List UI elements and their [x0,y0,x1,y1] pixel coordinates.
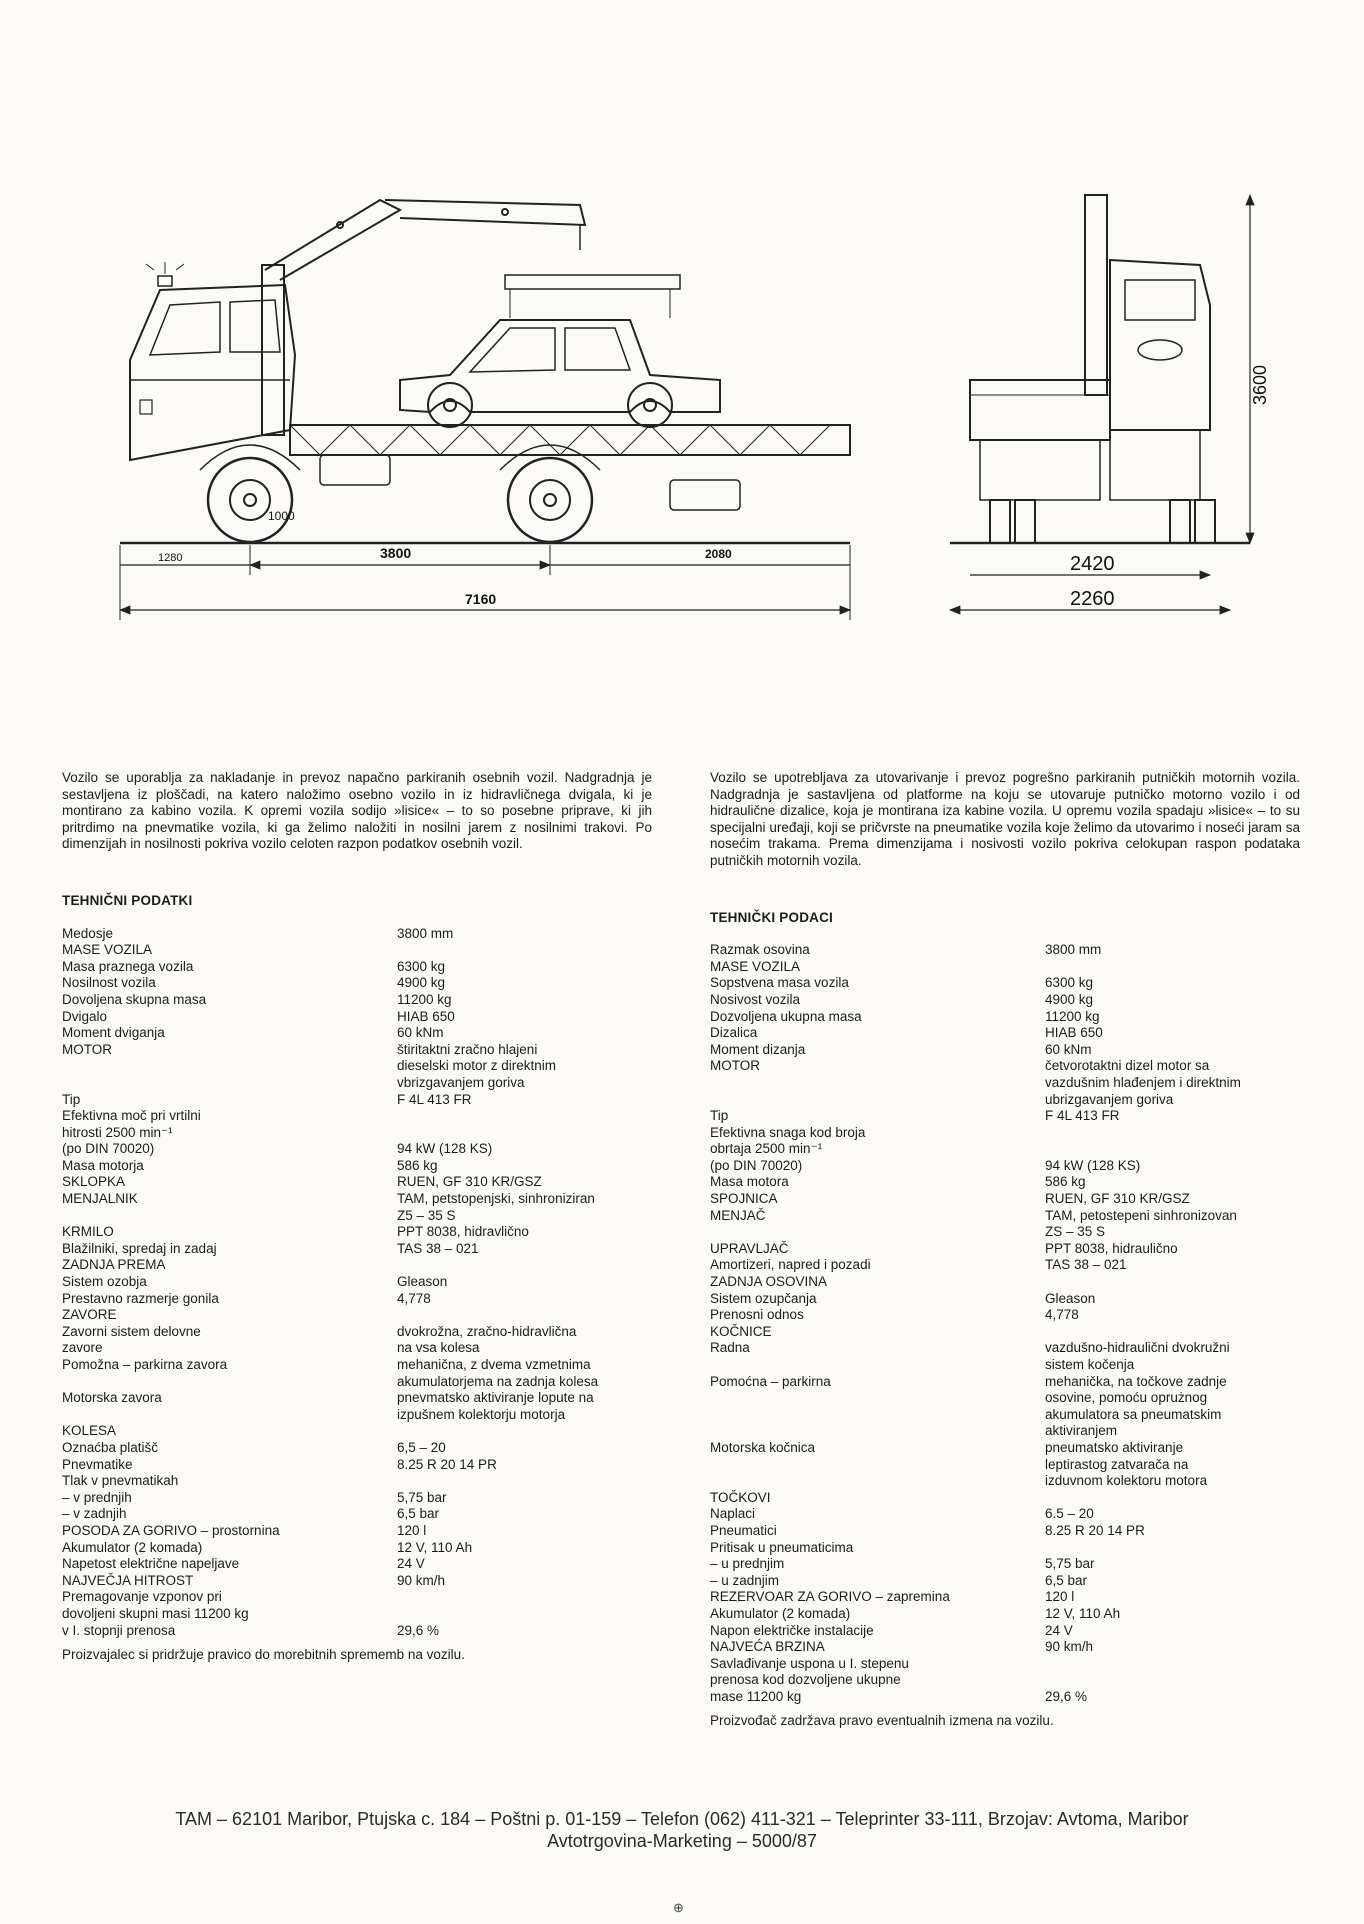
spec-label: Tlak v pnevmatikah [62,1473,179,1489]
spec-label: Oznaćba platišč [62,1439,159,1455]
spec-value: RUEN, GF 310 KR/GSZ [1045,1191,1190,1207]
spec-value: 90 km/h [397,1572,446,1588]
spec-label: Masa motorja [62,1157,144,1173]
spec-row [62,1307,652,1324]
spec-label: NAJVEĆA BRZINA [710,1639,825,1655]
spec-row [710,1307,1300,1324]
spec-row [62,1108,652,1158]
spec-value [397,1473,652,1490]
spec-row [62,1241,652,1258]
spec-value [1045,1540,1300,1557]
spec-value: 4900 kg [397,975,446,991]
spec-value: 24 V [1045,1622,1073,1638]
spec-value [397,942,652,959]
spec-label: UPRAVLJAČ [710,1240,789,1256]
spec-value [1045,1274,1300,1291]
spec-label: TOČKOVI [710,1489,771,1505]
spec-label: ZADNJA PREMA [62,1257,166,1273]
spec-label: Sistem ozupčanja [710,1290,817,1306]
spec-row [710,1025,1300,1042]
spec-value: F 4L 413 FR [397,1091,472,1107]
spec-row [62,1291,652,1308]
spec-value [397,1257,652,1274]
spec-row [710,1623,1300,1640]
spec-row [62,975,652,992]
spec-row [62,1025,652,1042]
dim-height: 3600 [1250,364,1270,405]
spec-value: 586 kg [1045,1174,1086,1190]
spec-value: 24 V [397,1556,425,1572]
spec-label: KOLESA [62,1423,117,1439]
spec-value: 120 l [1045,1589,1075,1605]
side-view [120,200,850,620]
spec-label: Pneumatici [710,1522,777,1538]
spec-row [710,1324,1300,1341]
spec-row [710,1490,1300,1507]
spec-label: KRMILO [62,1224,114,1240]
spec-row [62,1457,652,1474]
spec-label: Akumulator (2 komada) [710,1605,851,1621]
spec-label: – v prednjih [62,1489,132,1505]
spec-value: 94 kW (128 KS) [397,1141,493,1157]
spec-label: Zavorni sistem delovne zavore [62,1323,201,1356]
dim-wheelbase: 3800 [380,545,412,561]
spec-label: Efektivna snaga kod broja obrtaja 2500 min⁻¹ (po DIN 70020) [710,1124,866,1173]
spec-value: 3800 mm [1045,942,1102,958]
spec-table [710,942,1300,1705]
spec-value: 8.25 R 20 14 PR [397,1456,497,1472]
spec-label: Premagovanje vzponov pri dovoljeni skupni masi 11200 kg v I. stopnji prenosa [62,1589,249,1638]
spec-label: Efektivna moč pri vrtilni hitrosti 2500 min⁻¹ (po DIN 70020) [62,1108,201,1157]
spec-value: PPT 8038, hidraulično [1045,1240,1178,1256]
spec-value: 3800 mm [397,925,454,941]
spec-value: 4,778 [1045,1307,1079,1323]
spec-row [710,1639,1300,1656]
spec-value: F 4L 413 FR [1045,1108,1120,1124]
spec-label: MASE VOZILA [62,942,153,958]
spec-row [710,1009,1300,1026]
spec-row [710,1606,1300,1623]
spec-value: PPT 8038, hidravlično [397,1224,529,1240]
spec-label: Tip [62,1091,81,1107]
spec-value: HIAB 650 [397,1008,455,1024]
spec-row [710,1274,1300,1291]
spec-table [62,926,652,1640]
spec-row [62,1573,652,1590]
spec-row [710,1042,1300,1059]
spec-row [62,1556,652,1573]
intro-paragraph: Vozilo se upotrebljava za utovarivanje i prevoz pogrešno parkiranih putničkih motornih vozila. Nadgradnja je sastavljena od platforme na koju se utovaruje putničko motorno vozilo i od hidraulične dizalice, koja je montirana iza kabine vozila. U opremu vozila spadaju »lisice« – to su specijalni uređaji, koji se pričvrste na pneumatike vozila koje želimo da utovarimo i noseći jaram sa nosećim trakama. Prema dimenzijama i nosivosti vozilo pokriva celokupan raspon podataka putničkih motornih vozila. [710,770,1300,868]
spec-label: Nosivost vozila [710,991,801,1007]
spec-value [1045,1490,1300,1507]
spec-label: Amortizeri, napred i pozadi [710,1257,871,1273]
rear-view [950,195,1270,614]
spec-label: MENJALNIK [62,1191,138,1207]
spec-row [710,1191,1300,1208]
spec-value: mehanička, na točkove zadnje osovine, pomoću oprużnog akumulatora sa pneumatskim aktiviranjem [1045,1373,1227,1439]
spec-label: Sopstvena masa vozila [710,975,849,991]
spec-label: NAJVEČJA HITROST [62,1572,194,1588]
spec-label: Masa praznega vozila [62,958,194,974]
spec-label: – u prednjim [710,1556,785,1572]
section-heading: TEHNIČNI PODATKI [62,892,193,908]
spec-row [710,1374,1300,1440]
spec-row [62,1042,652,1092]
spec-value: TAM, petostepeni sinhronizovan ZS – 35 S [1045,1207,1237,1240]
spec-row [62,1092,652,1109]
spec-label: SKLOPKA [62,1174,126,1190]
spec-value [1045,959,1300,976]
spec-label: Dovoljena skupna masa [62,991,207,1007]
dim-total-length: 7160 [465,591,497,607]
spec-row [710,1108,1300,1125]
spec-label: Naplaci [710,1506,756,1522]
spec-row [710,1257,1300,1274]
spec-label: ZAVORE [62,1307,117,1323]
spec-row [710,1241,1300,1258]
spec-row [62,942,652,959]
spec-value: štiritaktni zračno hlajeni dieselski motor z direktnim vbrizgavanjem goriva [397,1041,557,1090]
dim-track: 2420 [1070,553,1115,575]
disclaimer-note: Proizvođač zadržava pravo eventualnih izmena na vozilu. [710,1713,1054,1729]
spec-value: 60 kNm [397,1025,444,1041]
spec-value: 90 km/h [1045,1639,1094,1655]
spec-value: 6.5 – 20 [1045,1506,1094,1522]
intro-paragraph: Vozilo se uporablja za nakladanje in prevoz napačno parkiranih osebnih vozil. Nadgradnja je sestavljena iz ploščadi, na katero naložimo osebno vozilo in iz hidravličnega dvigala, ki je montirano za kabino vozila. K opremi vozila sodijo »lisice« – to so posebne priprave, ki jih pritrdimo na pnevmatike vozila, ki ga želimo naložiti in nosilni jarem z nosilnimi trakovi. Po dimenzijah in nosilnosti pokriva vozilo celoten razpon podatkov osebnih vozil. [62,770,652,852]
spec-label: Napetost električne napeljave [62,1556,240,1572]
column-serbian [710,770,1300,1730]
spec-row [710,1573,1300,1590]
spec-row [710,1523,1300,1540]
spec-row [710,1125,1300,1175]
spec-value: Gleason [1045,1290,1096,1306]
spec-label: MASE VOZILA [710,958,801,974]
spec-label: Moment dviganja [62,1025,165,1041]
spec-label: SPOJNICA [710,1191,778,1207]
spec-row [62,1490,652,1507]
spec-value: pnevmatsko aktiviranje lopute na izpušnem kolektorju motorja [397,1390,594,1422]
dim-rear-overhang: 2080 [705,547,732,561]
spec-label: MENJAČ [710,1207,766,1223]
spec-value: TAS 38 – 021 [397,1240,479,1256]
spec-row [710,942,1300,959]
spec-label: Dizalica [710,1025,758,1041]
spec-label: POSODA ZA GORIVO – prostornina [62,1522,280,1538]
spec-row [710,1208,1300,1241]
spec-row [62,926,652,943]
spec-value: 6,5 – 20 [397,1439,446,1455]
spec-row [710,1656,1300,1706]
spec-label: Akumulator (2 komada) [62,1539,203,1555]
spec-row [62,1324,652,1357]
spec-value: 4,778 [397,1290,431,1306]
spec-row [62,1440,652,1457]
spec-value: mehanična, z dvema vzmetnima akumulatorjema na zadnja kolesa [397,1357,599,1389]
spec-value: četvorotaktni dizel motor sa vazdušnim hlađenjem i direktnim ubrizgavanjem goriva [1045,1058,1241,1107]
spec-row [62,1540,652,1557]
spec-value: 6,5 bar [1045,1572,1088,1588]
spec-row [62,1473,652,1490]
spec-value: TAM, petstopenjski, sinhroniziran Z5 – 35 S [397,1191,595,1223]
spec-value [1045,1324,1300,1341]
vehicle-drawing [110,180,1290,640]
spec-row [62,1357,652,1390]
spec-value: vazdušno-hidraulični dvokružni sistem kočenja [1045,1340,1230,1372]
spec-row [62,992,652,1009]
spec-label: REZERVOAR ZA GORIVO – zapremina [710,1589,950,1605]
spec-label: Tip [710,1108,729,1124]
spec-label: MOTOR [62,1041,112,1057]
spec-label: Moment dizanja [710,1041,806,1057]
spec-row [62,1009,652,1026]
spec-label: – u zadnjim [710,1572,780,1588]
spec-row [62,1174,652,1191]
spec-row [62,1589,652,1639]
spec-row [62,1390,652,1423]
spec-value: 12 V, 110 Ah [397,1539,473,1555]
spec-row [62,959,652,976]
spec-value: 29,6 % [397,1622,440,1638]
spec-value: RUEN, GF 310 KR/GSZ [397,1174,542,1190]
spec-label: – v zadnjih [62,1506,127,1522]
dim-clearance: 1000 [268,509,295,523]
footer-marketing: Avtotrgovina-Marketing – 5000/87 [547,1831,817,1851]
spec-value: 8.25 R 20 14 PR [1045,1522,1145,1538]
spec-row [62,1506,652,1523]
spec-value: Gleason [397,1274,448,1290]
spec-value: 29,6 % [1045,1688,1088,1704]
spec-row [710,1506,1300,1523]
spec-label: Pomoćna – parkirna [710,1373,831,1389]
spec-label: Napon električke instalacije [710,1622,874,1638]
spec-label: Dozvoljena ukupna masa [710,1008,862,1024]
footer-address: TAM – 62101 Maribor, Ptujska c. 184 – Poštni p. 01-159 – Telefon (062) 411-321 – Teleprinter 33-111, Brzojav: Avtoma, Maribor [175,1809,1189,1829]
dim-width: 2260 [1070,588,1115,610]
spec-value: pneumatsko aktiviranje leptirastog zatvarača na izduvnom kolektoru motora [1045,1439,1208,1489]
spec-label: Masa motora [710,1174,789,1190]
spec-label: Motorska zavora [62,1390,162,1406]
spec-value: 4900 kg [1045,991,1094,1007]
spec-label: Prenosni odnos [710,1307,804,1323]
spec-value: HIAB 650 [1045,1025,1103,1041]
spec-value [397,1307,652,1324]
spec-label: Nosilnost vozila [62,975,156,991]
spec-row [710,1174,1300,1191]
spec-row [710,975,1300,992]
spec-label: Razmak osovina [710,942,810,958]
spec-value: 6300 kg [1045,975,1094,991]
spec-row [710,1440,1300,1490]
spec-value: 11200 kg [1045,1008,1100,1024]
spec-row [62,1523,652,1540]
tam-logo-icon: ⊕ [673,1900,684,1915]
spec-row [62,1158,652,1175]
spec-value: 586 kg [397,1157,438,1173]
spec-row [62,1191,652,1224]
spec-value: 5,75 bar [1045,1556,1095,1572]
spec-label: Blažilniki, spredaj in zadaj [62,1240,217,1256]
spec-value: 12 V, 110 Ah [1045,1605,1121,1621]
spec-value: 11200 kg [397,991,452,1007]
spec-label: Pomožna – parkirna zavora [62,1357,228,1372]
spec-value: 6,5 bar [397,1506,440,1522]
spec-row [710,1291,1300,1308]
spec-label: Dvigalo [62,1008,108,1024]
spec-row [710,959,1300,976]
spec-value: 60 kNm [1045,1041,1092,1057]
disclaimer-note: Proizvajalec si pridržuje pravico do morebitnih sprememb na vozilu. [62,1647,465,1663]
spec-value: 5,75 bar [397,1489,447,1505]
spec-row [710,1540,1300,1557]
spec-row [62,1274,652,1291]
dim-front-overhang: 1280 [158,552,183,564]
spec-value: TAS 38 – 021 [1045,1257,1127,1273]
spec-row [62,1423,652,1440]
spec-row [710,1589,1300,1606]
column-slovenian [62,770,652,1664]
spec-label: Pritisak u pneumaticima [710,1539,854,1555]
spec-row [710,992,1300,1009]
spec-row [710,1340,1300,1373]
spec-value: dvokrožna, zračno-hidravlična na vsa kolesa [397,1323,577,1356]
section-heading: TEHNIČKI PODACI [710,909,834,925]
spec-label: Pnevmatike [62,1456,133,1472]
spec-label: MOTOR [710,1058,760,1074]
spec-value [397,1423,652,1440]
spec-label: Radna [710,1340,750,1356]
spec-value: 120 l [397,1522,427,1538]
spec-row [710,1556,1300,1573]
spec-label: Prestavno razmerje gonila [62,1290,219,1306]
spec-label: Motorska kočnica [710,1439,816,1455]
spec-row [62,1257,652,1274]
spec-value: 94 kW (128 KS) [1045,1157,1141,1173]
footer [0,1808,1364,1852]
spec-label: Medosje [62,925,114,941]
spec-label: ZADNJA OSOVINA [710,1274,828,1290]
spec-label: Savlađivanje uspona u I. stepenu prenosa kod dozvoljene ukupne mase 11200 kg [710,1655,909,1704]
spec-row [62,1224,652,1241]
spec-row [710,1058,1300,1108]
spec-label: Sistem ozobja [62,1274,147,1290]
spec-value: 6300 kg [397,958,446,974]
spec-label: KOČNICE [710,1323,772,1339]
